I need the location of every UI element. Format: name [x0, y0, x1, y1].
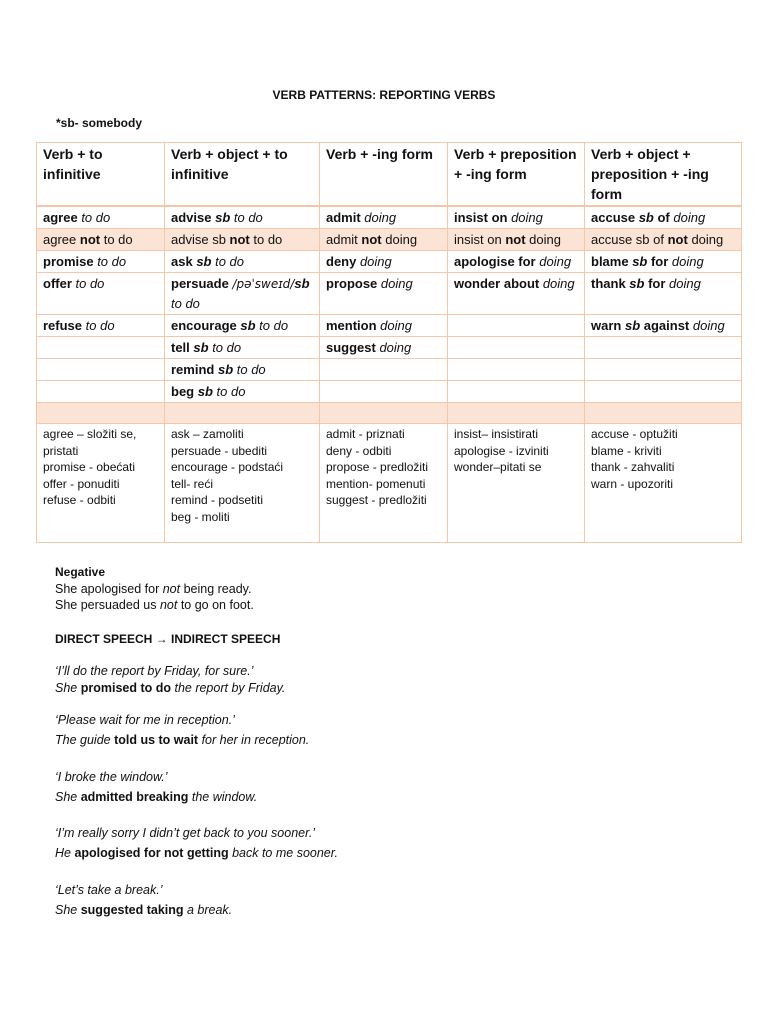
translation-cell	[320, 424, 448, 543]
translation-line: offer - ponuditi	[43, 476, 120, 491]
sentence-text: the window.	[188, 789, 258, 804]
table-cell	[165, 206, 320, 229]
verb-text: mention	[326, 318, 377, 333]
translation-cell	[448, 424, 585, 543]
table-cell	[320, 337, 448, 359]
object-text: sb	[632, 254, 648, 269]
example-sentence	[55, 597, 254, 614]
pattern-text: to do	[255, 318, 289, 333]
verb-text: beg	[171, 384, 198, 399]
translation-line: deny - odbiti	[326, 443, 392, 458]
table-cell	[585, 337, 742, 359]
indirect-speech	[55, 680, 285, 697]
table-cell	[37, 273, 165, 315]
translation-line: agree – složiti se,	[43, 427, 137, 441]
pattern-text: to do	[71, 276, 105, 291]
indirect-speech	[55, 732, 309, 749]
negation-text: not	[159, 598, 178, 612]
negation-text: not	[79, 232, 101, 247]
translation-cell	[37, 424, 165, 543]
indirect-speech	[55, 845, 338, 862]
table-cell	[320, 206, 448, 229]
negation-text: not	[162, 581, 181, 596]
pattern-text: doing	[687, 232, 724, 247]
table-cell	[448, 359, 585, 381]
translation-line: beg - moliti	[171, 509, 230, 524]
pattern-text: doing	[673, 210, 706, 225]
document-title: VERB PATTERNS: REPORTING VERBS	[272, 88, 496, 102]
header-cell: Verb + object + to infinitive	[165, 143, 320, 207]
table-cell	[585, 403, 742, 424]
table-cell	[37, 403, 165, 424]
table-cell	[37, 337, 165, 359]
table-cell	[165, 337, 320, 359]
pattern-text: to do	[212, 384, 246, 399]
table-cell	[585, 359, 742, 381]
object-text: sb	[624, 318, 641, 333]
translation-row	[37, 424, 742, 543]
pattern-text: doing	[525, 232, 561, 247]
translation-line: admit - priznati	[326, 427, 405, 441]
table-cell	[448, 315, 585, 337]
pattern-text: doing	[377, 276, 413, 291]
negative-section	[55, 564, 254, 614]
negation-text: not	[361, 232, 382, 247]
table-cell	[448, 229, 585, 251]
table-cell	[585, 206, 742, 229]
table-cell	[585, 381, 742, 403]
example-sentence	[55, 581, 254, 598]
pattern-text: to do	[100, 232, 133, 247]
header-cell: Verb + -ing form	[320, 143, 448, 207]
table-cell	[320, 403, 448, 424]
object-text: sb	[240, 318, 256, 333]
table-row	[37, 206, 742, 229]
translation-line: accuse - optužiti	[591, 427, 678, 441]
preposition-text: of	[653, 210, 674, 225]
sentence-text: being ready.	[180, 581, 252, 596]
table-cell	[37, 315, 165, 337]
pattern-text: doing	[381, 232, 418, 247]
preposition-text: for	[644, 276, 666, 291]
sentence-text: She	[55, 680, 81, 695]
table-row	[37, 229, 742, 251]
pattern-text: doing	[539, 276, 575, 291]
verb-text: tell	[171, 340, 194, 355]
speech-example	[55, 712, 309, 748]
pattern-text: to do	[208, 340, 242, 355]
translation-line: tell- reći	[171, 476, 214, 491]
table-row	[37, 251, 742, 273]
table-cell	[320, 273, 448, 315]
object-text: sb	[217, 362, 234, 377]
pattern-text: doing	[376, 318, 412, 333]
verb-text: insist on	[454, 232, 506, 247]
table-cell	[585, 315, 742, 337]
pattern-text: doing	[668, 254, 704, 269]
object-text: sb	[197, 384, 213, 399]
verb-text: admit	[326, 210, 361, 225]
indirect-speech	[55, 902, 232, 919]
verb-text: offer	[43, 276, 72, 291]
verb-text: wonder about	[454, 276, 540, 291]
header-cell: Verb + preposition + -ing form	[448, 143, 585, 207]
speech-heading: DIRECT SPEECH → INDIRECT SPEECH	[55, 632, 281, 646]
sentence-text: for her in reception.	[198, 732, 310, 747]
pattern-text: to do	[171, 296, 200, 311]
table-cell	[320, 359, 448, 381]
verb-text: admit	[326, 232, 362, 247]
table-cell	[165, 315, 320, 337]
translation-cell	[165, 424, 320, 543]
pattern-text: to do	[233, 362, 266, 377]
table-cell	[165, 273, 320, 315]
object-text: sb	[294, 276, 310, 291]
translation-line: mention- pomenuti	[326, 476, 426, 491]
speech-example	[55, 769, 257, 805]
negation-text: not	[229, 232, 250, 247]
verb-text: agree	[43, 232, 80, 247]
verb-text: advise sb	[171, 232, 230, 247]
sentence-text: a break.	[183, 902, 233, 917]
pattern-text: to do	[77, 210, 111, 225]
sentence-text: The guide	[55, 732, 115, 747]
table-cell	[37, 229, 165, 251]
table-cell	[448, 273, 585, 315]
header-cell: Verb + to infinitive	[37, 143, 165, 207]
verb-text: warn	[591, 318, 625, 333]
table-cell	[165, 251, 320, 273]
table-row-spacer	[37, 403, 742, 424]
negation-text: not	[667, 232, 688, 247]
verb-text: apologise for	[454, 254, 536, 269]
pattern-text: doing	[665, 276, 701, 291]
table-cell	[448, 206, 585, 229]
translation-line: suggest - predložiti	[326, 493, 427, 507]
translation-line: thank - zahvaliti	[591, 460, 675, 474]
sentence-text: to go on foot.	[177, 598, 254, 612]
verb-text: encourage	[171, 318, 241, 333]
verb-patterns-table	[36, 142, 742, 543]
table-row	[37, 273, 742, 315]
sentence-text: She	[55, 902, 81, 917]
table-cell	[448, 381, 585, 403]
translation-line: propose - predložiti	[326, 460, 429, 474]
translation-line: persuade - ubediti	[171, 443, 268, 458]
verb-text: accuse	[591, 210, 639, 225]
pattern-text: doing	[356, 254, 392, 269]
verb-text: propose	[326, 276, 378, 291]
speech-example	[55, 825, 338, 861]
translation-line: pristati	[43, 443, 79, 458]
pronunciation-text: /pəˈsweɪd/	[232, 277, 295, 291]
verb-text: blame	[591, 254, 633, 269]
translation-line: promise - obećati	[43, 460, 136, 474]
verb-text: persuade	[171, 276, 233, 291]
table-row	[37, 315, 742, 337]
pattern-text: to do	[211, 254, 245, 269]
table-row	[37, 381, 742, 403]
object-text: sb	[196, 254, 212, 269]
negative-heading: Negative	[55, 565, 106, 579]
table-cell	[448, 337, 585, 359]
sentence-text: He	[55, 845, 75, 860]
pattern-text: to do	[93, 254, 127, 269]
pattern-text: doing	[360, 210, 397, 225]
table-cell	[448, 403, 585, 424]
verb-text: deny	[326, 254, 357, 269]
translation-line: blame - kriviti	[591, 443, 662, 458]
sentence-text: She persuaded us	[55, 598, 160, 612]
sentence-text: She apologised for	[55, 581, 163, 596]
table-cell	[165, 359, 320, 381]
table-cell	[165, 229, 320, 251]
sentence-text: She	[55, 789, 81, 804]
table-header-row	[37, 143, 742, 207]
sentence-text: back to me sooner.	[228, 845, 338, 860]
table-cell	[165, 403, 320, 424]
table-cell	[37, 251, 165, 273]
pattern-text: to do	[249, 232, 283, 247]
verb-text: refuse	[43, 318, 83, 333]
verb-text: ask	[171, 254, 197, 269]
reporting-verb-text: suggested taking	[80, 902, 184, 917]
table-cell	[165, 381, 320, 403]
object-text: sb	[215, 210, 231, 225]
verb-text: insist on	[454, 210, 508, 225]
direct-speech: ‘I’ll do the report by Friday, for sure.’	[55, 664, 254, 678]
table-cell	[320, 251, 448, 273]
direct-speech: ‘Please wait for me in reception.’	[55, 713, 235, 727]
table-cell	[37, 206, 165, 229]
verb-text: remind	[171, 362, 218, 377]
table-cell	[320, 381, 448, 403]
indirect-speech	[55, 789, 257, 806]
table-cell	[585, 273, 742, 315]
pattern-text: doing	[375, 340, 412, 355]
verb-text: accuse sb of	[591, 232, 668, 247]
translation-line: encourage - podstaći	[171, 460, 284, 474]
negation-text: not	[505, 232, 526, 247]
verb-text: agree	[43, 210, 78, 225]
verb-text: promise	[43, 254, 94, 269]
table-row	[37, 337, 742, 359]
header-cell: Verb + object + preposition + -ing form	[585, 143, 742, 207]
table-cell	[37, 381, 165, 403]
translation-line: wonder–pitati se	[454, 460, 542, 474]
reporting-verb-text: promised to do	[80, 680, 171, 695]
translation-line: warn - upozoriti	[591, 476, 674, 491]
preposition-text: for	[647, 254, 669, 269]
verb-text: thank	[591, 276, 630, 291]
object-text: sb	[193, 340, 209, 355]
translation-line: apologise - izviniti	[454, 443, 549, 458]
table-cell	[37, 359, 165, 381]
speech-example	[55, 663, 285, 696]
pattern-text: to do	[82, 318, 115, 333]
translation-cell	[585, 424, 742, 543]
abbreviation-note: *sb- somebody	[56, 116, 143, 130]
translation-line: refuse - odbiti	[43, 493, 116, 507]
sentence-text: the report by Friday.	[171, 680, 286, 695]
table-cell	[320, 315, 448, 337]
direct-speech: ‘I’m really sorry I didn’t get back to you sooner.’	[55, 826, 316, 840]
reporting-verb-text: admitted breaking	[80, 789, 189, 804]
pattern-text: doing	[689, 318, 725, 333]
table-cell	[585, 251, 742, 273]
pattern-text: doing	[535, 254, 572, 269]
direct-speech: ‘Let’s take a break.’	[55, 883, 163, 897]
pattern-text: doing	[507, 210, 543, 225]
object-text: sb	[638, 210, 654, 225]
speech-example	[55, 882, 232, 918]
translation-line: insist– insistirati	[454, 427, 539, 441]
table-cell	[320, 229, 448, 251]
pattern-text: to do	[230, 210, 263, 225]
table-cell	[448, 251, 585, 273]
object-text: sb	[629, 276, 645, 291]
reporting-verb-text: apologised for not getting	[74, 845, 229, 860]
translation-line: remind - podsetiti	[171, 493, 264, 507]
verb-text: suggest	[326, 340, 376, 355]
verb-text: advise	[171, 210, 216, 225]
reporting-verb-text: told us to wait	[114, 732, 199, 747]
preposition-text: against	[640, 318, 690, 333]
translation-line: ask – zamoliti	[171, 427, 244, 441]
direct-speech: ‘I broke the window.’	[55, 770, 168, 784]
table-row	[37, 359, 742, 381]
table-cell	[585, 229, 742, 251]
